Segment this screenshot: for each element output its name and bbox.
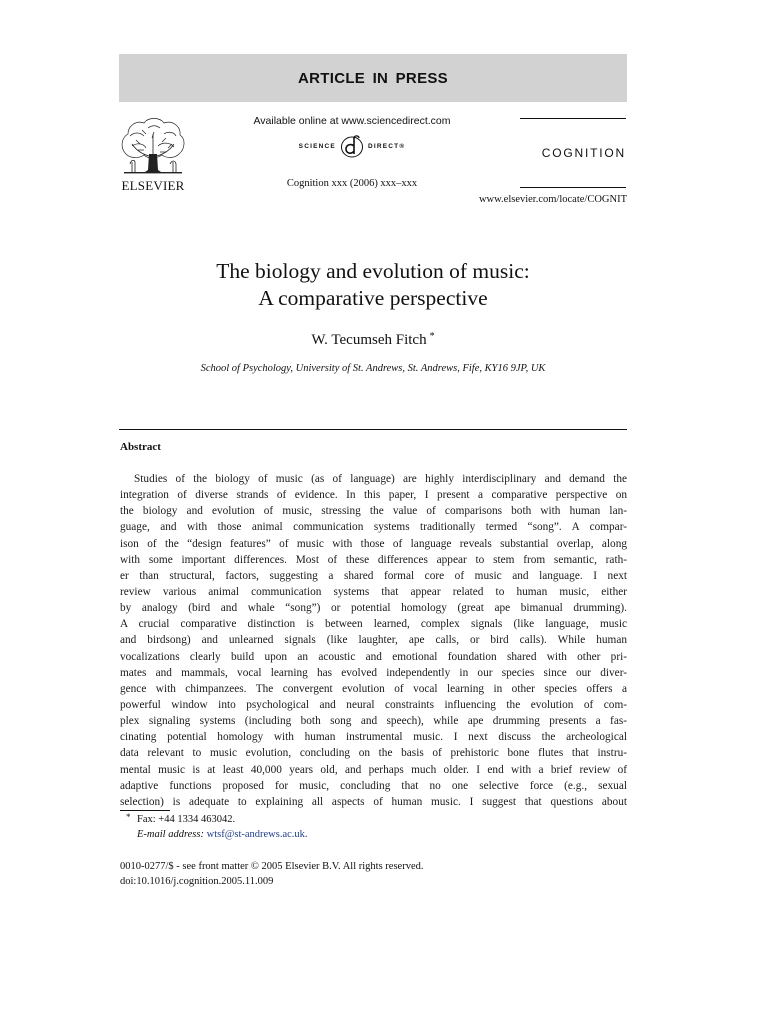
abstract-body: [120, 471, 627, 810]
abstract-line: review various animal communication systems that appear related to human music, either: [120, 585, 627, 598]
elsevier-logo: [118, 114, 188, 192]
abstract-line: selection) is adequate to explaining all aspects of human music. I suggest that questions about: [120, 795, 627, 808]
abstract-line: cinating potential homology with human instrumental music. I next discuss the archeological: [120, 731, 627, 744]
abstract-line: and birdsong) and unlearned signals (like laughter, ape calls, or bird calls). While human: [120, 634, 627, 647]
abstract-divider: [119, 429, 627, 430]
article-title: [119, 258, 627, 312]
available-online-text: Available online at www.sciencedirect.com: [253, 115, 451, 127]
abstract-line: gence with chimpanzees. The convergent evolution of vocal learning in other species offers a: [120, 682, 627, 695]
article-title-line-2: A comparative perspective: [258, 286, 488, 310]
abstract-line: A crucial comparative distinction is between learned, complex signals (like language, music: [120, 618, 627, 631]
abstract-line: mates and mammals, vocal learning has evolved independently in our species since our diver-: [120, 666, 627, 679]
sciencedirect-d-icon: [340, 133, 364, 159]
elsevier-wordmark: ELSEVIER: [121, 178, 185, 193]
abstract-line: powerful window into psychological and neural constraints influencing the evolution of com-: [120, 698, 627, 711]
abstract-line: integration of diverse strands of evidence. In this paper, I present a comparative perspective on: [120, 489, 627, 502]
footnote-fax: Fax: +44 1334 463042.: [137, 814, 236, 825]
journal-rule-top: [520, 118, 626, 119]
abstract-line: er than structural, factors, suggesting a shared formal core of music and language. I next: [120, 569, 627, 582]
journal-name: COGNITION: [541, 146, 626, 160]
footnote-mark: *: [126, 812, 131, 822]
footnote-email: [137, 829, 308, 840]
author-affiliation: School of Psychology, University of St. Andrews, St. Andrews, Fife, KY16 9JP, UK: [200, 363, 546, 374]
abstract-line: data relevant to music evolution, concluding on the basis of prehistoric bone flutes that instru-: [120, 747, 627, 760]
abstract-line: ison of the “design features” of music with those of language reveals substantial overlap, along: [120, 537, 627, 550]
author-footnote-mark[interactable]: *: [429, 331, 435, 342]
footnote-rule: [120, 810, 170, 811]
author-name: W. Tecumseh Fitch: [311, 332, 427, 348]
abstract-line: vocalizations clearly build upon an acoustic and emotional foundation shared with other pri-: [120, 650, 627, 663]
abstract-heading: Abstract: [120, 441, 161, 453]
sciencedirect-logo: [285, 131, 419, 161]
sciencedirect-left-word: SCIENCE: [298, 142, 336, 150]
abstract-line: by analogy (bird and whale “song”) or potential homology (great ape bimanual drumming).: [120, 602, 627, 615]
abstract-line: adaptive functions proposed for music, concluding that no one selective force (e.g., sexual: [120, 779, 627, 792]
email-link[interactable]: wtsf@st-andrews.ac.uk.: [206, 829, 308, 840]
article-in-press-banner: [119, 54, 627, 102]
copyright-line: 0010-0277/$ - see front matter © 2005 Elsevier B.V. All rights reserved.: [120, 861, 424, 872]
email-label: E-mail address:: [137, 829, 204, 840]
author-line: [119, 331, 627, 349]
banner-text: ARTICLE IN PRESS: [298, 69, 448, 87]
abstract-line: plex signaling systems (including both song and speech), while ape drumming presents a fas-: [120, 715, 627, 728]
abstract-line: guage, and with those animal communication systems traditionally termed “song”. A compar-: [120, 521, 627, 534]
elsevier-tree-icon: [118, 114, 188, 176]
article-title-line-1: The biology and evolution of music:: [216, 259, 530, 283]
abstract-line: the biology and evolution of music, stressing the value of comparisons both with human lan-: [120, 505, 627, 518]
journal-rule-bottom: [520, 187, 626, 188]
abstract-line: with some important differences. Most of these differences appear to stem from semantic, rath-: [120, 553, 627, 566]
doi-line[interactable]: doi:10.1016/j.cognition.2005.11.009: [120, 876, 274, 887]
abstract-line: Studies of the biology of music (as of language) are highly interdisciplinary and demand the: [134, 473, 627, 485]
journal-citation: Cognition xxx (2006) xxx–xxx: [286, 178, 418, 189]
sciencedirect-right-word: DIRECT®: [367, 142, 406, 150]
journal-url-link[interactable]: www.elsevier.com/locate/COGNIT: [478, 194, 627, 205]
abstract-line: mental music is at least 40,000 years old, and perhaps much older. I end with a brief review of: [120, 763, 627, 776]
